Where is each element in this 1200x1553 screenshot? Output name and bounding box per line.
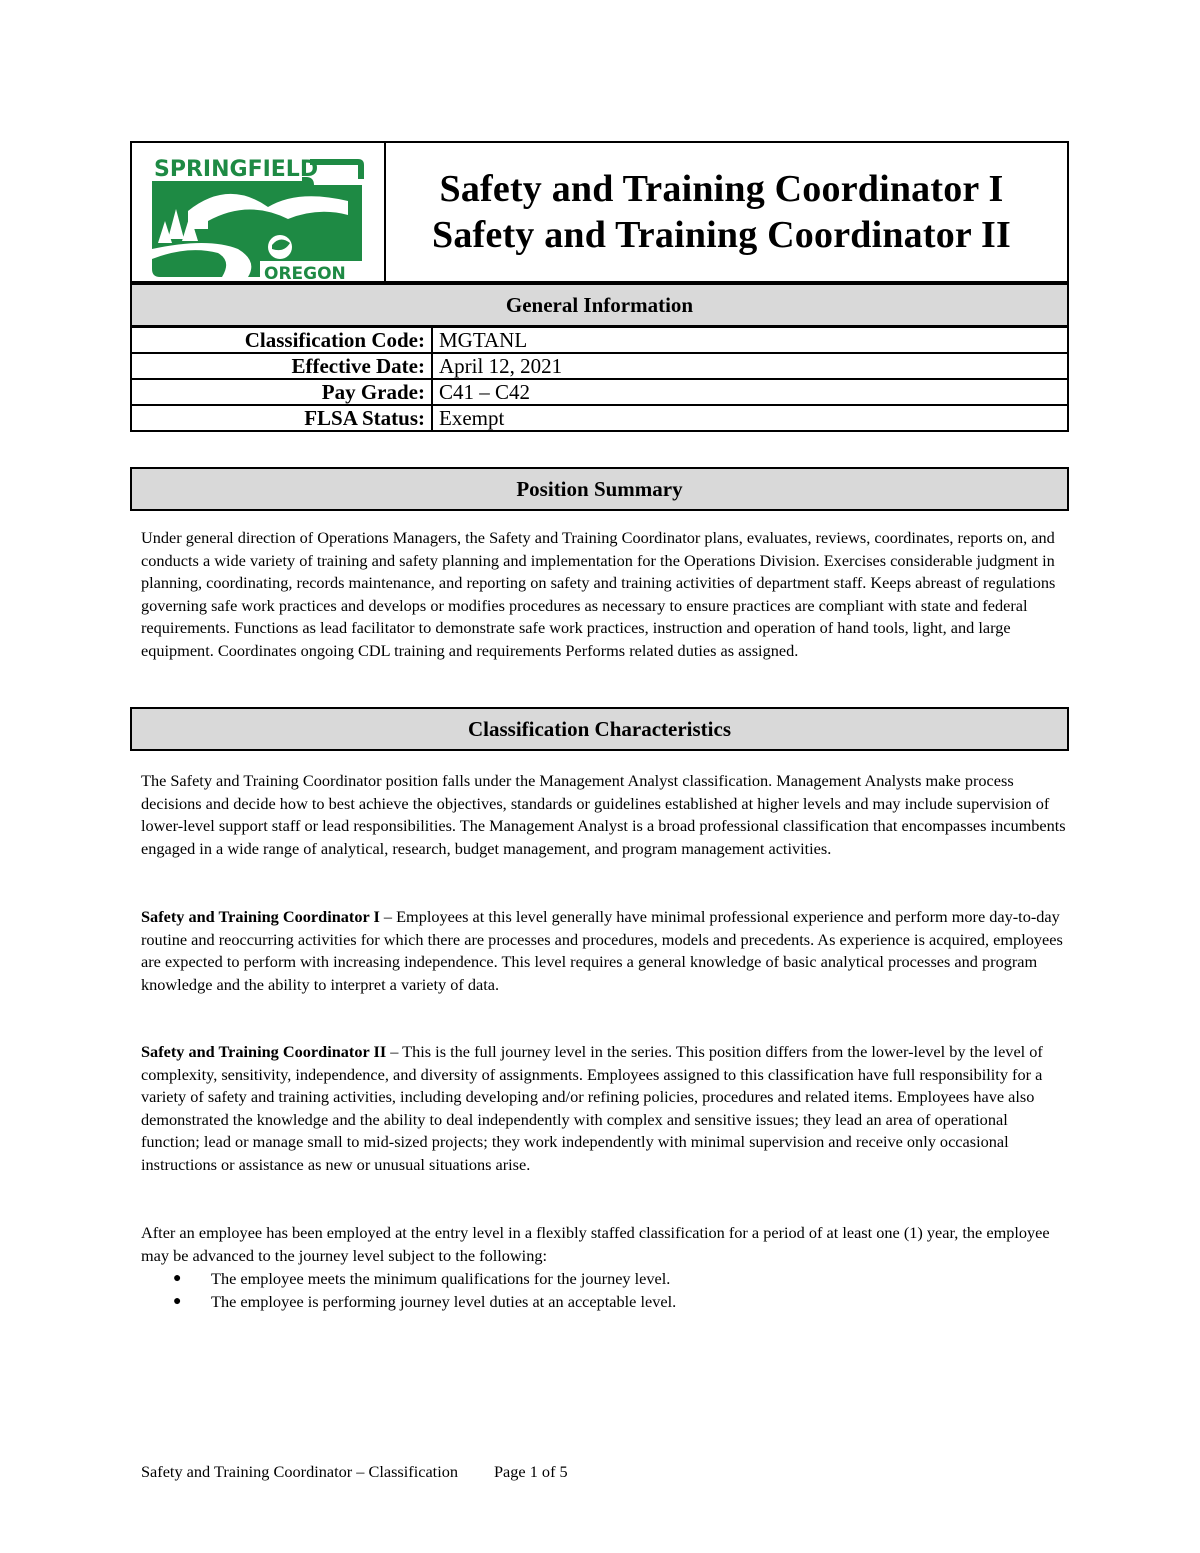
general-information-table	[130, 326, 1069, 432]
effective-date-value: April 12, 2021	[432, 353, 1068, 379]
logo-bottom-text: OREGON	[264, 264, 346, 281]
bullet-text: The employee is performing journey level duties at an acceptable level.	[211, 1291, 677, 1311]
table-row	[131, 405, 1068, 431]
level-1-title: Safety and Training Coordinator I	[141, 907, 380, 926]
classification-code-value: MGTANL	[432, 327, 1068, 353]
pay-grade-label: Pay Grade:	[131, 379, 432, 405]
header-table	[130, 141, 1069, 283]
springfield-oregon-logo	[148, 149, 370, 281]
classification-code-label: Classification Code:	[131, 327, 432, 353]
table-row	[131, 353, 1068, 379]
footer-page-number: Page 1 of 5	[494, 1462, 568, 1481]
footer-document-title: Safety and Training Coordinator – Classification	[141, 1462, 458, 1481]
advancement-bullet-list	[141, 1268, 1066, 1313]
position-summary-heading: Position Summary	[130, 467, 1069, 511]
table-row	[131, 327, 1068, 353]
list-item	[141, 1291, 1066, 1314]
classification-characteristics-heading: Classification Characteristics	[130, 707, 1069, 751]
classification-intro-text: The Safety and Training Coordinator position falls under the Management Analyst classification. Management Analysts make process decisions and decide how to best achieve the objectives, standards or guidelines established at higher levels and may include supervision of lower-level support staff or lead responsibilities. The Management Analyst is a broad professional classification that encompasses incumbents engaged in a wide range of analytical, research, budget management, and program management activities.	[141, 771, 1066, 858]
title-line-2: Safety and Training Coordinator II	[431, 214, 1011, 256]
position-summary-text: Under general direction of Operations Managers, the Safety and Training Coordinator plans, evaluates, reviews, coordinates, reports on, and conducts a wide variety of training and safety planning and implementation for the Operations Division. Exercises considerable judgment in planning, coordinating, records maintenance, and reporting on safety and training activities of department staff. Keeps abreast of regulations governing safe work practices and develops or modifies procedures as necessary to ensure practices are compliant with state and federal requirements. Functions as lead facilitator to demonstrate safe work practices, instruction and operation of hand tools, light, and large equipment. Coordinates ongoing CDL training and requirements Performs related duties as assigned.	[141, 528, 1056, 660]
effective-date-label: Effective Date:	[131, 353, 432, 379]
level-2-title: Safety and Training Coordinator II	[141, 1042, 387, 1061]
level-1-text: – Employees at this level generally have minimal professional experience and perform more day-to-day routine and reoccurring activities for which there are processes and procedures, models and precedents. As experience is acquired, employees are expected to perform with increasing independence. This level requires a general knowledge of basic analytical processes and program knowledge and the ability to interpret a variety of data.	[141, 907, 1063, 994]
level-2-paragraph	[141, 1041, 1066, 1177]
table-row	[131, 379, 1068, 405]
logo-top-text: SPRINGFIELD	[154, 157, 319, 182]
general-information-heading: General Information	[130, 283, 1069, 327]
level-1-paragraph	[141, 906, 1066, 996]
logo-cell	[132, 143, 386, 281]
bullet-icon: ●	[173, 1293, 182, 1309]
level-2-text: – This is the full journey level in the series. This position differs from the lower-level by the level of complexity, sensitivity, independence, and diversity of assignments. Employees assigned to this classification have full responsibility for a variety of safety and training activities, including developing and/or refining policies, procedures and related items. Employees have also demonstrated the knowledge and the ability to deal independently with complex and sensitive issues; they lead an area of operational function; lead or manage small to mid-sized projects; they work independently with minimal supervision and receive only occasional instructions or assistance as new or unusual situations arise.	[141, 1042, 1043, 1174]
bullet-icon: ●	[173, 1271, 182, 1286]
title-cell	[386, 143, 1067, 281]
advancement-text: After an employee has been employed at the entry level in a flexibly staffed classification for a period of at least one (1) year, the employee may be advanced to the journey level subject to the following:	[141, 1223, 1050, 1265]
page-footer	[141, 1462, 568, 1482]
flsa-status-label: FLSA Status:	[131, 405, 432, 431]
bullet-text: The employee meets the minimum qualifications for the journey level.	[211, 1269, 671, 1288]
title-line-1: Safety and Training Coordinator I	[439, 168, 1004, 210]
pay-grade-value: C41 – C42	[432, 379, 1068, 405]
list-item	[141, 1268, 1066, 1291]
flsa-status-value: Exempt	[432, 405, 1068, 431]
